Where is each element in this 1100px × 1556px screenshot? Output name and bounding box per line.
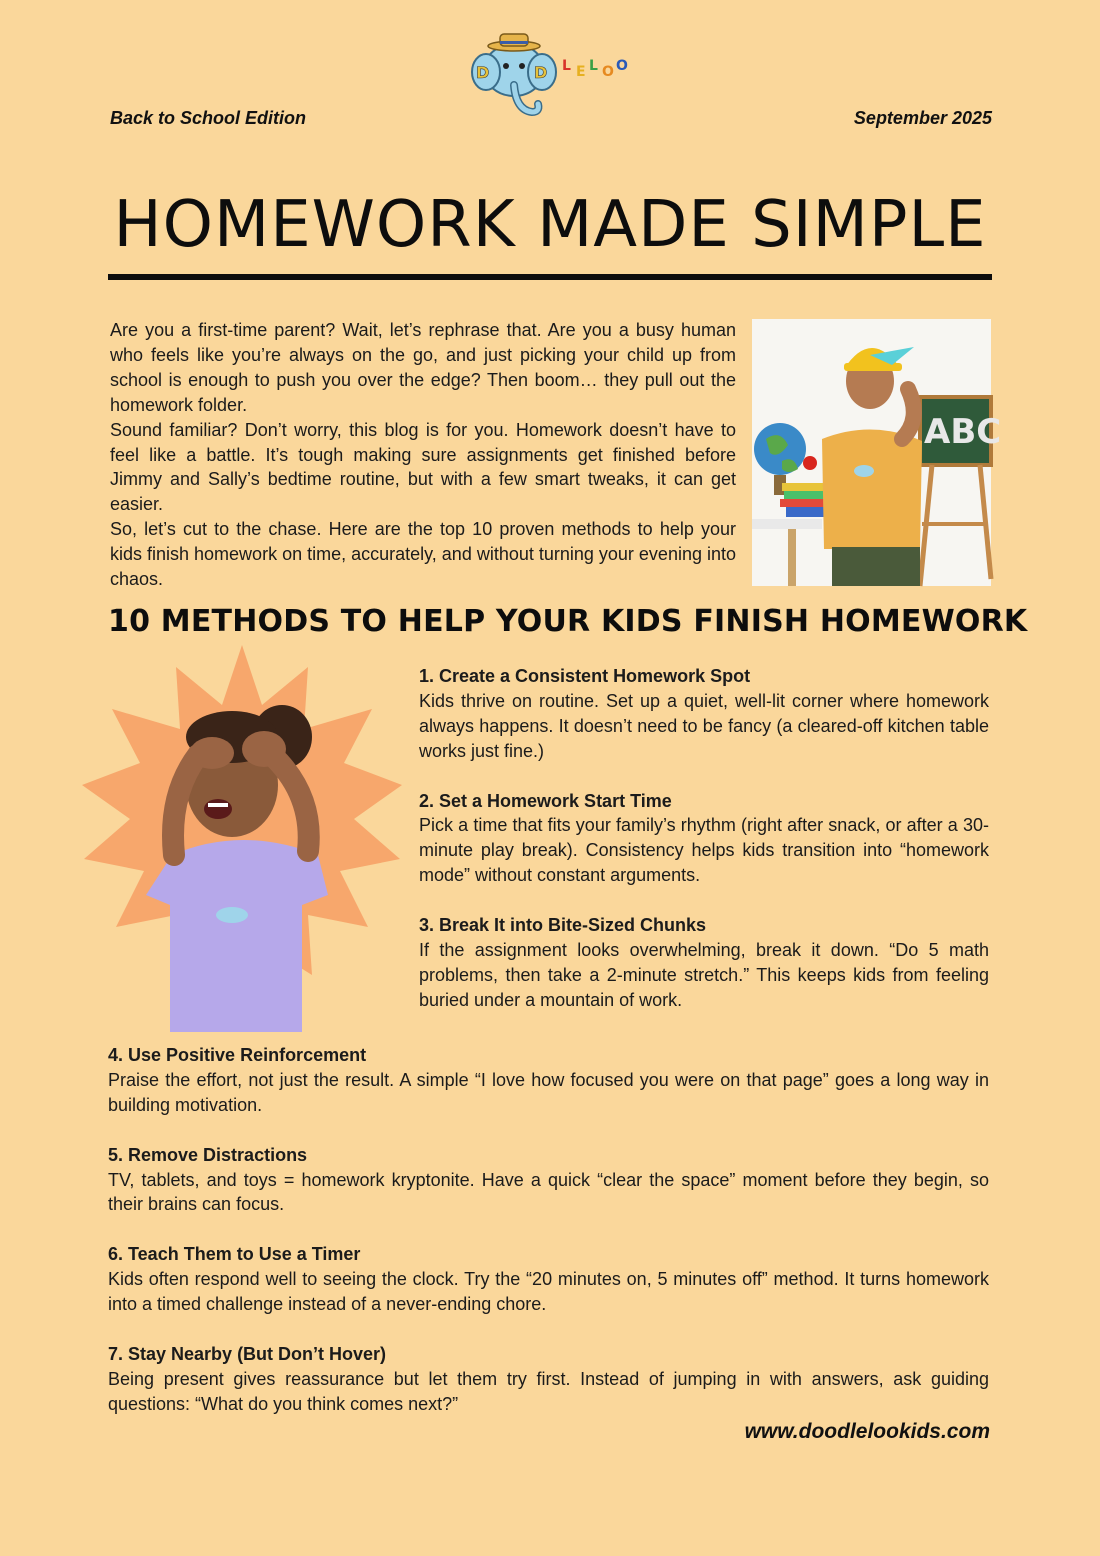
website-link[interactable]: www.doodlelookids.com [744, 1420, 990, 1443]
svg-text:D: D [534, 63, 548, 82]
svg-text:O: O [602, 64, 614, 80]
method-body: Being present gives reassurance but let them try first. Instead of jumping in with answers, ask guiding questions: “What do you think comes next?” [108, 1368, 989, 1414]
svg-text:D: D [476, 63, 490, 82]
svg-text:L: L [562, 58, 571, 74]
svg-text:O: O [616, 58, 628, 74]
method-body: Kids often respond well to seeing the clock. Try the “20 minutes on, 5 minutes off” method. It turns homework into a timed challenge instead of a never-ending chore. [108, 1269, 989, 1315]
method-item [108, 1143, 989, 1218]
intro-paragraph: Sound familiar? Don’t worry, this blog is for you. Homework doesn’t have to feel like a battle. It’s tough making sure assignments get finished before Jimmy and Sally’s bedtime routine, but with a few smart tweaks, it can get easier. [110, 419, 736, 515]
method-item [419, 789, 989, 889]
method-title: 3. Break It into Bite-Sized Chunks [419, 915, 707, 936]
chalkboard-text: ABC [924, 412, 1002, 452]
doodleloo-logo [466, 30, 636, 120]
boy-with-paper-plane-photo [752, 319, 1002, 586]
intro-text [110, 318, 736, 592]
section-heading: 10 METHODS TO HELP YOUR KIDS FINISH HOMEWORK [108, 604, 1028, 639]
intro-paragraph: Are you a first-time parent? Wait, let’s rephrase that. Are you a busy human who feels like you’re always on the go, and just picking your child up from school is enough to push you over the edge? Then boom… they pull out the homework folder. [110, 320, 736, 415]
method-title: 4. Use Positive Reinforcement [108, 1045, 367, 1065]
edition-label: Back to School Edition [110, 108, 307, 128]
page-title: HOMEWORK MADE SIMPLE [113, 188, 987, 262]
method-item [419, 664, 989, 764]
method-title: 2. Set a Homework Start Time [419, 790, 672, 811]
svg-text:L: L [589, 58, 598, 74]
method-body: Pick a time that fits your family’s rhythm (right after snack, or after a 30-minute play break). Consistency helps kids transition into “homework mode” without constant arguments. [419, 815, 989, 886]
method-title: 6. Teach Them to Use a Timer [108, 1244, 361, 1265]
method-title: 1. Create a Consistent Homework Spot [419, 666, 751, 686]
methods-list-top [419, 664, 989, 1038]
method-title: 7. Stay Nearby (But Don’t Hover) [108, 1343, 387, 1364]
title-divider [108, 274, 992, 280]
intro-paragraph: So, let’s cut to the chase. Here are the top 10 proven methods to help your kids finish homework on time, accurately, and without turning your evening into chaos. [110, 519, 736, 590]
methods-list-bottom [108, 1043, 989, 1417]
method-item [419, 913, 989, 1013]
svg-text:E: E [576, 64, 586, 80]
method-item [108, 1043, 989, 1118]
method-body: Kids thrive on routine. Set up a quiet, well-lit corner where homework always happens. It doesn’t need to be fancy (a cleared-off kitchen table works just fine.) [419, 690, 989, 761]
girl-starburst-photo [82, 645, 402, 1035]
issue-date: September 2025 [853, 108, 992, 128]
method-item [108, 1342, 989, 1417]
method-body: Praise the effort, not just the result. A simple “I love how focused you were on that page” goes a long way in building motivation. [108, 1069, 989, 1115]
method-item [108, 1242, 989, 1317]
method-body: If the assignment looks overwhelming, break it down. “Do 5 math problems, then take a 2-minute stretch.” This keeps kids from feeling buried under a mountain of work. [419, 939, 989, 1010]
method-body: TV, tablets, and toys = homework kryptonite. Have a quick “clear the space” moment before they begin, so their brains can focus. [108, 1169, 989, 1215]
method-title: 5. Remove Distractions [108, 1144, 308, 1165]
